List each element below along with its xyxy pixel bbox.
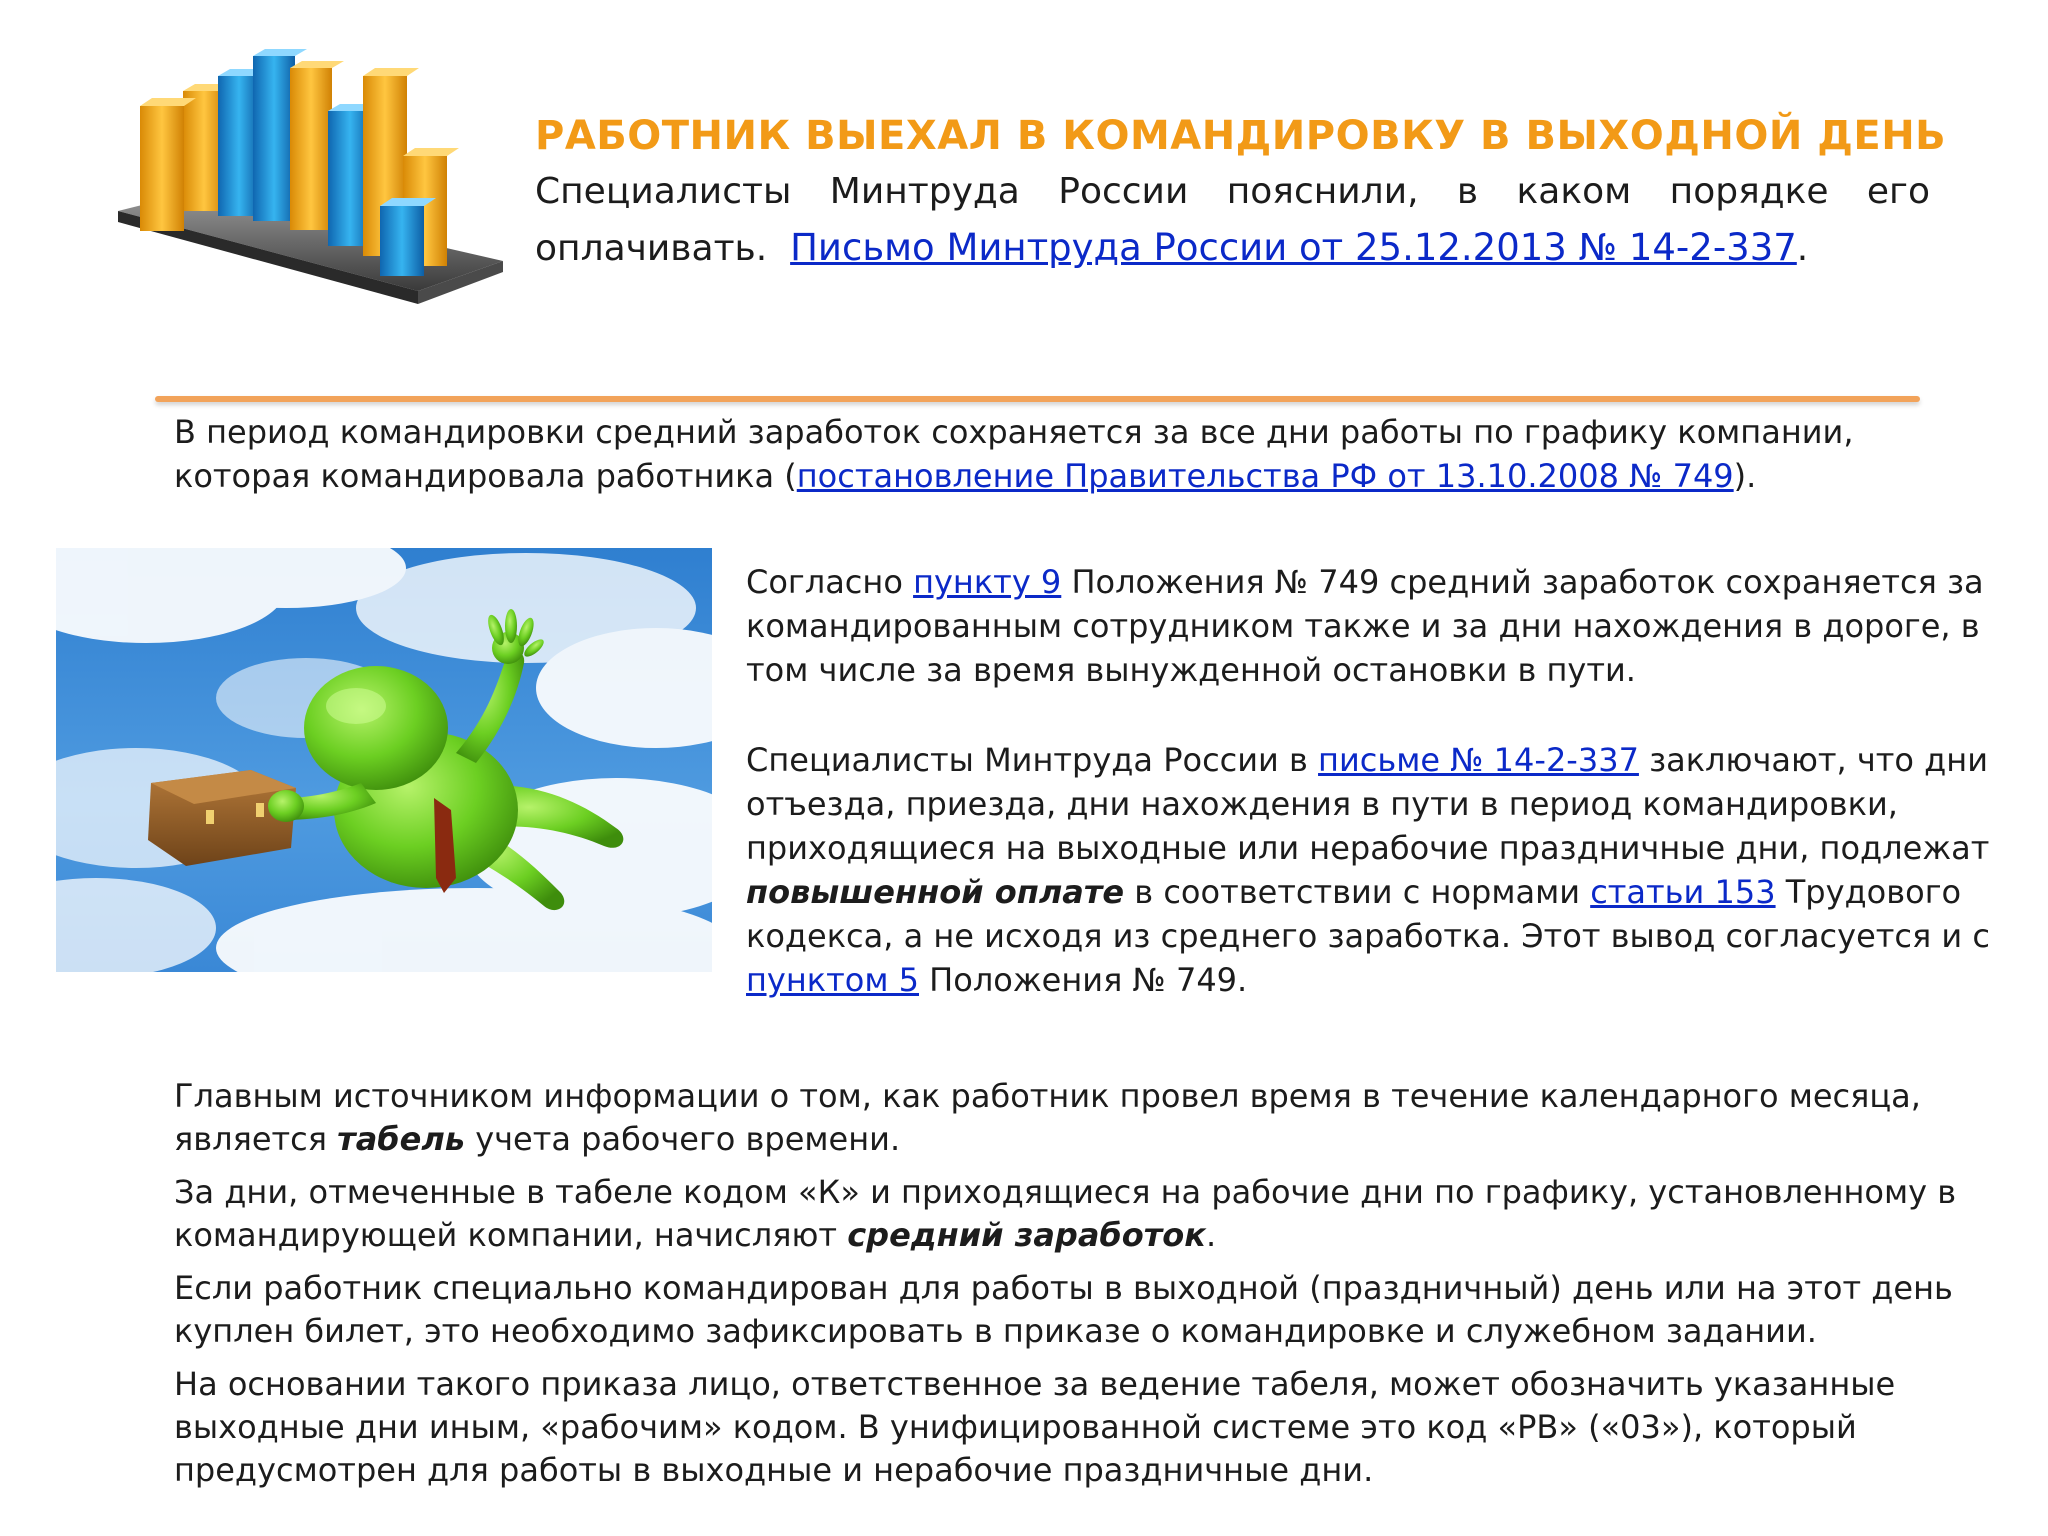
average-earnings-bold: средний заработок	[847, 1216, 1206, 1254]
b1-text-after: учета рабочего времени.	[465, 1120, 901, 1158]
bottom-section	[174, 1075, 1974, 1502]
b1-text-before: Главным источником информации о том, как работник провел время в течение календарного месяца, является	[174, 1077, 1921, 1158]
p2-text-before: Специалисты Минтруда России в	[746, 741, 1319, 779]
intro-paragraph	[174, 410, 1954, 498]
subtitle	[535, 164, 1930, 277]
intro-text-before: В период командировки средний заработок сохраняется за все дни работы по графику компании, которая командировала работника (	[174, 413, 1854, 495]
subtitle-line-2: оплачивать.	[535, 228, 768, 269]
point-9-link[interactable]: пункту 9	[913, 563, 1062, 601]
p1-text-after: Положения № 749 средний заработок сохраняется за командированным сотрудником также и за дни нахождения в дороге, в том числе за время вынужденной остановки в пути.	[746, 563, 1984, 689]
paragraph-order: Если работник специально командирован для работы в выходной (праздничный) день или на этот день куплен билет, это необходимо зафиксировать в приказе о командировке и служебном задании.	[174, 1269, 1953, 1350]
p2-text-mid3: Трудового кодекса, а не исходя из среднего заработка. Этот вывод согласуется и с	[746, 873, 1990, 955]
paragraph-letter-conclusion	[746, 738, 1996, 1002]
right-column	[746, 560, 1996, 1048]
p1-text-before: Согласно	[746, 563, 914, 601]
page-title: РАБОТНИК ВЫЕХАЛ В КОМАНДИРОВКУ В ВЫХОДНОЙ ДЕНЬ	[535, 113, 1947, 159]
flying-figure-photo	[56, 548, 712, 972]
article-153-link[interactable]: статьи 153	[1590, 873, 1776, 911]
letter-14-2-337-link[interactable]: письме № 14-2-337	[1318, 741, 1639, 779]
paragraph-point-9	[746, 560, 1996, 692]
paragraph-timesheet	[174, 1075, 1974, 1161]
letter-link-suffix: .	[1796, 228, 1809, 269]
timesheet-bold: табель	[337, 1120, 466, 1158]
paragraph-code-k	[174, 1171, 1974, 1257]
bar-chart-logo-icon	[118, 36, 508, 336]
intro-text-after: ).	[1733, 457, 1757, 495]
paragraph-code-rv: На основании такого приказа лицо, ответственное за ведение табеля, может обозначить указанные выходные дни иным, «рабочим» кодом. В унифицированной системе это код «РВ» («03»), который предусмотрен для работы в выходные и нерабочие праздничные дни.	[174, 1365, 1896, 1489]
letter-link[interactable]: Письмо Минтруда России от 25.12.2013 № 14-2-337	[790, 226, 1797, 269]
p2-text-mid1: заключают, что дни отъезда, приезда, дни нахождения в пути в период командировки, приходящиеся на выходные или нерабочие праздничные дни, подлежат	[746, 741, 1990, 867]
p2-text-mid2: в соответствии с нормами	[1124, 873, 1591, 911]
resolution-link[interactable]: постановление Правительства РФ от 13.10.2008 № 749	[796, 457, 1734, 495]
b2-text-after: .	[1205, 1216, 1217, 1254]
header	[535, 108, 1947, 277]
subtitle-line-1: Специалисты Минтруда России пояснили, в каком порядке его	[535, 171, 1930, 212]
b2-text-before: За дни, отмеченные в табеле кодом «К» и приходящиеся на рабочие дни по графику, установленному в командирующей компании, начисляют	[174, 1173, 1957, 1254]
orange-divider	[155, 396, 1920, 402]
increased-pay-bold: повышенной оплате	[746, 873, 1125, 911]
point-5-link[interactable]: пунктом 5	[746, 961, 919, 999]
p2-text-after: Положения № 749.	[919, 961, 1248, 999]
